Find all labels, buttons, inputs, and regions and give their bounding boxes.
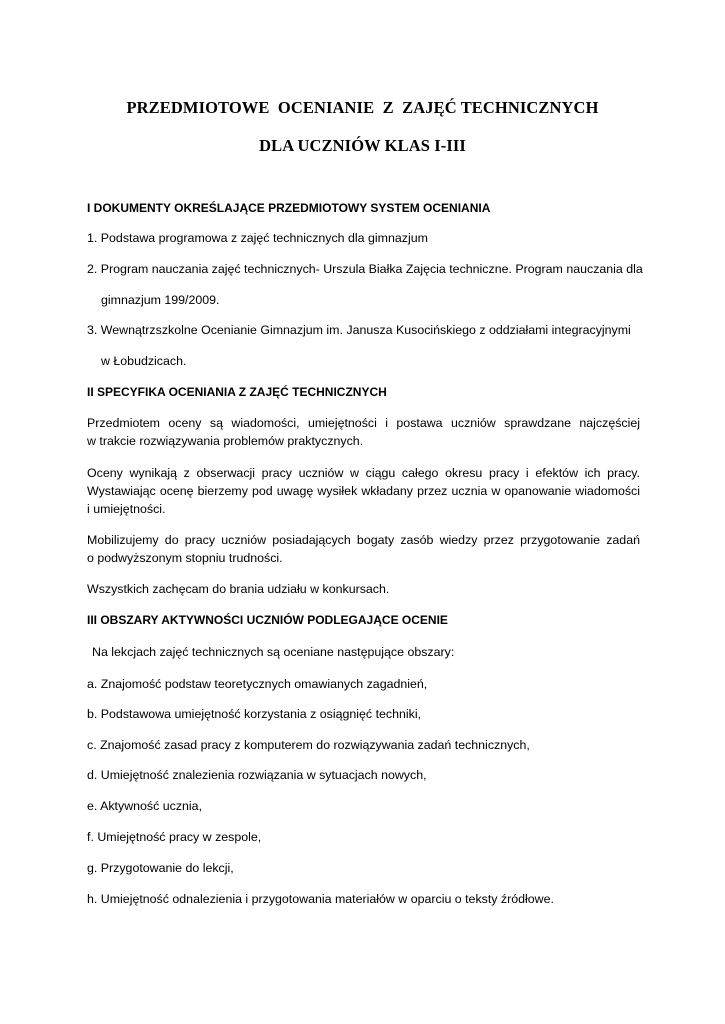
list-item: d. Umiejętność znalezienia rozwiązania w sytuacjach nowych, xyxy=(87,768,427,782)
list-item: c. Znajomość zasad pracy z komputerem do rozwiązywania zadań technicznych, xyxy=(87,738,530,752)
paragraph-line: Wszystkich zachęcam do brania udziału w konkursach. xyxy=(87,582,390,596)
paragraph-line: w trakcie rozwiązywania problemów praktycznych. xyxy=(87,434,364,448)
paragraph-line: Wystawiając ocenę bierzemy pod uwagę wysiłek wkładany przez ucznia w opanowanie wiadomości xyxy=(87,484,640,498)
list-item: e. Aktywność ucznia, xyxy=(87,799,203,813)
list-item: f. Umiejętność pracy w zespole, xyxy=(87,830,262,844)
list-item: 2. Program nauczania zajęć technicznych- Urszula Białka Zajęcia techniczne. Program nauczania dla xyxy=(87,262,643,276)
document-title-line2: DLA UCZNIÓW KLAS I-III xyxy=(259,136,466,155)
list-item: 1. Podstawa programowa z zajęć technicznych dla gimnazjum xyxy=(87,231,428,245)
section3-intro: Na lekcjach zajęć technicznych są oceniane następujące obszary: xyxy=(92,645,455,659)
paragraph-line: i umiejętności. xyxy=(87,502,166,516)
list-item-continuation: gimnazjum 199/2009. xyxy=(101,293,220,307)
list-item: b. Podstawowa umiejętność korzystania z osiągnięć techniki, xyxy=(87,707,422,721)
paragraph-line: o podwyższonym stopniu trudności. xyxy=(87,551,283,565)
paragraph-line: Oceny wynikają z obserwacji pracy uczniów w ciągu całego okresu pracy i efektów ich pracy. xyxy=(87,466,640,480)
document-title-line1: PRZEDMIOTOWE OCENIANIE Z ZAJĘĆ TECHNICZNYCH xyxy=(126,98,599,117)
paragraph-line: Przedmiotem oceny są wiadomości, umiejętności i postawa uczniów sprawdzane najczęściej xyxy=(87,416,640,430)
section1-heading: I DOKUMENTY OKREŚLAJĄCE PRZEDMIOTOWY SYSTEM OCENIANIA xyxy=(87,201,491,215)
section3-heading: III OBSZARY AKTYWNOŚCI UCZNIÓW PODLEGAJĄCE OCENIE xyxy=(87,613,448,627)
list-item-continuation: w Łobudzicach. xyxy=(101,354,187,368)
list-item: a. Znajomość podstaw teoretycznych omawianych zagadnień, xyxy=(87,677,428,691)
section2-heading: II SPECYFIKA OCENIANIA Z ZAJĘĆ TECHNICZNYCH xyxy=(87,385,387,399)
list-item: 3. Wewnątrzszkolne Ocenianie Gimnazjum im. Janusza Kusocińskiego z oddziałami integracyjnymi xyxy=(87,323,631,337)
paragraph-line: Mobilizujemy do pracy uczniów posiadających bogaty zasób wiedzy przez przygotowanie zadań xyxy=(87,533,640,547)
list-item: g. Przygotowanie do lekcji, xyxy=(87,861,234,875)
list-item: h. Umiejętność odnalezienia i przygotowania materiałów w oparciu o teksty źródłowe. xyxy=(87,892,554,906)
